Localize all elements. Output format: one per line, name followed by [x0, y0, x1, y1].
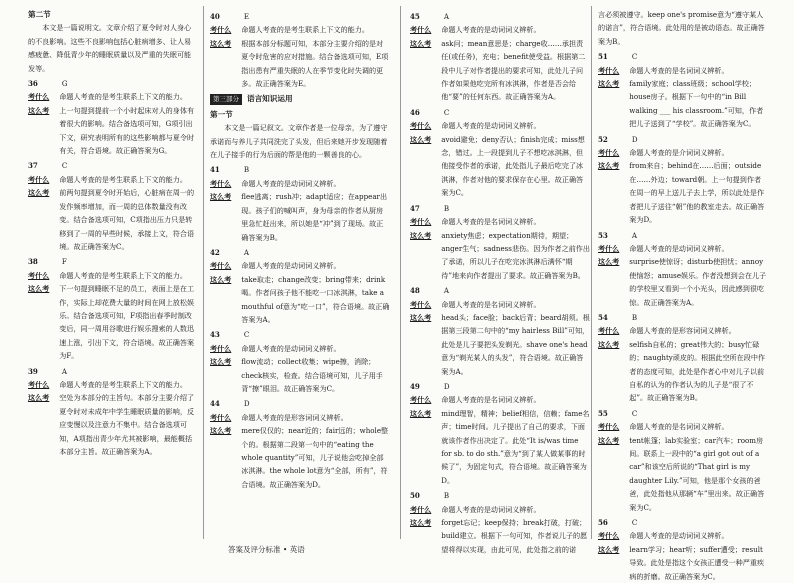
question-number	[410, 10, 590, 23]
explanation-text: family家庭；class班级；school学校；house房子。根据下一句中的“in Bill walking ___ his classroom.”可知，作者把儿子送到了“学校”。故正确答案为C。	[629, 79, 764, 129]
what-is-tested	[28, 90, 196, 103]
answer-letter: A	[443, 286, 449, 296]
section-title: 语言知识运用	[247, 94, 293, 104]
what-is-tested	[28, 378, 196, 391]
what-is-tested	[598, 242, 768, 255]
question-number-text: 45	[410, 12, 420, 21]
section-part-label: 第三部分	[210, 94, 242, 105]
tested-text: 命题人考查的是考生联系上下文的能力。	[241, 25, 369, 35]
question-number-text: 54	[598, 312, 608, 322]
question-number-text: 39	[28, 366, 38, 376]
explanation-text: 前两句提到夏令时开始后，心脏病在周一的发作频率增加，而一周的总体数量没有改变。结合备选项可知，C项指出压力只是转移到了一周的早些时候，承接上文，符合语境。故正确答案为C。	[59, 188, 195, 251]
question-number	[410, 489, 590, 502]
what-is-tested	[28, 269, 196, 282]
answer-item	[210, 10, 390, 90]
answer-list	[210, 10, 390, 90]
question-number-text: 53	[598, 230, 608, 240]
answer-item	[410, 106, 590, 200]
question-number-text: 50	[410, 491, 420, 501]
answer-item	[598, 50, 768, 130]
question-number	[410, 106, 590, 119]
how-tested	[598, 77, 768, 131]
question-number-text: 49	[410, 381, 420, 391]
question-number-text: 42	[210, 247, 220, 257]
page-footer: 答案及评分标准 • 英语	[228, 545, 305, 554]
explanation-text: tent帐篷；lab实验室；car汽车；room房间。联系上一段中的“a girl got out of a car”和该空后所说的“That girl is my daughter Lily.”可知，他是那个女孩的爸爸，此处指他从那辆“车”里出来。故正确答案为C。	[629, 435, 765, 512]
question-number	[28, 159, 196, 172]
how-tested	[410, 516, 590, 556]
tested-label: 考什么	[410, 25, 432, 35]
answer-letter: A	[61, 366, 67, 376]
explanation-text: flow流动；collect收集；wipe擦，消除；check核实，检查。结合语境可知，儿子用手背“擦”眼泪。故正确答案为C。	[241, 357, 383, 393]
question-number-text: 36	[28, 79, 38, 89]
question-number-text: 40	[210, 12, 220, 21]
explanation-text: from来自；behind在……后面；outside在……外边；toward朝。上一句提到作者在周一的早上送儿子去上学，所以此处是作者把儿子送往“朝”他的教室走去。故正确答案为D。	[629, 161, 765, 225]
question-number	[210, 246, 390, 259]
answer-item	[598, 133, 768, 227]
explanation-text: selfish自私的；great伟大的；busy忙碌的；naughty顽皮的。根据此空所在段中作者的态度可知，此处是作者心中对儿子以前自私的认为的作者认为的儿子是“很了不起”。故正确答案为B。	[629, 339, 766, 403]
explanation-text: ask问；mean意思是；charge收……承担责任(或任务)，充电；benefit使受益。根据第二段中儿子对作者提出的要求可知，此处儿子问作者如果他吃完所有冰淇淋，作者是否会给他“要”的任何东西。故正确答案为A。	[441, 38, 586, 102]
tested-text: 命题人考查的是动词词义辨析。	[629, 531, 729, 541]
question-number	[598, 407, 768, 420]
answer-letter: C	[631, 52, 638, 62]
question-number	[28, 365, 196, 378]
explanation-label: 这么考	[410, 312, 432, 322]
question-number-text: 52	[598, 134, 608, 144]
answer-letter: C	[61, 161, 68, 171]
answer-letter: B	[443, 203, 450, 213]
explanation-label: 这么考	[210, 426, 232, 436]
how-tested	[598, 338, 768, 405]
answer-item	[410, 202, 590, 282]
answer-letter: G	[61, 79, 68, 89]
question-number-text: 41	[210, 165, 220, 175]
tested-label: 考什么	[410, 121, 432, 131]
explanation-text: avoid避免；deny否认；finish完成；miss想念，错过。上一段提到儿子不想吃冰淇淋，但他接受作者的承诺，此处指儿子最后吃完了冰淇淋，作者对他的要求保存在心里。故正确答案为C。	[441, 134, 585, 198]
tested-text: 命题人考查的是考生联系上下文的能力。	[59, 270, 187, 280]
tested-text: 命题人考查的是动词词义辨析。	[441, 504, 541, 514]
answer-item	[28, 77, 196, 157]
column-3	[410, 8, 590, 556]
how-tested	[598, 434, 768, 514]
how-tested	[210, 37, 390, 91]
what-is-tested	[410, 393, 590, 406]
answer-letter: E	[243, 12, 250, 21]
what-is-tested	[210, 342, 390, 355]
what-is-tested	[598, 64, 768, 77]
answer-list	[28, 77, 196, 458]
answer-letter: D	[443, 381, 450, 391]
how-tested	[28, 391, 196, 458]
how-tested	[410, 229, 590, 283]
answer-item	[598, 311, 768, 405]
answer-letter: B	[443, 491, 450, 501]
question-number-text: 37	[28, 161, 38, 171]
tested-text: 命题人考查的是考生联系上下文的能力。	[59, 92, 187, 102]
tested-text: 命题人考查的是形容词词义辨析。	[629, 326, 736, 336]
tested-text: 命题人考查的是名词词义辨析。	[441, 395, 541, 405]
tested-label: 考什么	[28, 270, 50, 280]
passage-summary: 本文是一篇说明文。文章介绍了夏令时对人身心的不良影响。这些不良影响包括心脏病增多、让人易感疲惫、降低青少年的睡眠质量以及严重的失眠可能发等。	[28, 23, 192, 73]
how-tested	[210, 190, 390, 244]
answer-letter: A	[443, 12, 449, 21]
how-tested	[210, 355, 390, 395]
question-number	[210, 10, 390, 23]
answer-item	[410, 380, 590, 487]
tested-label: 考什么	[598, 422, 620, 432]
tested-text: 命题人考查的是名词词义辨析。	[629, 65, 729, 75]
what-is-tested	[598, 529, 768, 542]
explanation-label: 这么考	[410, 408, 432, 418]
answer-item	[598, 516, 768, 583]
answer-letter: B	[243, 165, 250, 175]
explanation-label: 这么考	[410, 38, 432, 48]
explanation-text: take取走；change改变；bring带来；drink喝。作者问孩子他不能吃一口冰淇淋，take a mouthful of意为“吃一口”，符合语境。故正确答案为A。	[241, 274, 390, 324]
tested-text: 命题人考查的是动词词义辨析。	[241, 178, 341, 188]
tested-label: 考什么	[28, 379, 50, 389]
tested-label: 考什么	[598, 243, 620, 253]
tested-label: 考什么	[598, 148, 620, 158]
explanation-text: 根据本部分标题可知，本部分主要介绍的是对夏令时危害的应对措施。结合备选项可知，E项指出患有严重失眠的人在季节变化时失调的更多。故正确答案为E。	[241, 38, 389, 89]
column-divider	[591, 6, 592, 539]
question-number	[598, 50, 768, 63]
tested-label: 考什么	[598, 531, 620, 541]
question-number-text: 48	[410, 286, 420, 296]
question-number	[210, 163, 390, 176]
question-number-text: 51	[598, 52, 608, 62]
what-is-tested	[210, 23, 390, 36]
answer-letter: A	[243, 247, 249, 257]
how-tested	[410, 37, 590, 104]
what-is-tested	[410, 23, 590, 36]
how-tested	[598, 255, 768, 309]
question-number-text: 55	[598, 408, 608, 418]
what-is-tested	[210, 177, 390, 190]
explanation-text: 上一句提到提前一个小时起床对人的身体有着很大的影响。结合备选项可知，G项引出下文，研究表明所有的这些影响都与夏令时有关，符合语境。故正确答案为G。	[59, 105, 195, 156]
answer-item	[210, 328, 390, 395]
explanation-label: 这么考	[28, 188, 50, 198]
tested-label: 考什么	[410, 504, 432, 514]
tested-text: 命题人考查的是名词词义辨析。	[629, 422, 729, 432]
what-is-tested	[410, 119, 590, 132]
what-is-tested	[598, 146, 768, 159]
explanation-text: head头；face脸；back后背；beard胡须。根据第三段第二句中的“my hairless Bill”可知，此处是儿子要把头发剃光。shave one's head意为“剃光某人的头发”，符合语境。故正确答案为A。	[441, 312, 590, 376]
answer-list	[210, 163, 390, 491]
tested-label: 考什么	[598, 65, 620, 75]
question-number-text: 43	[210, 330, 220, 340]
how-tested	[410, 311, 590, 378]
section-heading: 第一节	[210, 109, 233, 119]
answer-letter: D	[243, 399, 250, 409]
how-tested	[598, 159, 768, 226]
tested-text: 命题人考查的是考生联系上下文的能力。	[59, 174, 187, 184]
explanation-label: 这么考	[210, 38, 232, 48]
how-tested	[28, 186, 196, 253]
what-is-tested	[410, 503, 590, 516]
how-tested	[410, 133, 590, 200]
tested-label: 考什么	[410, 395, 432, 405]
tested-text: 命题人考查的是动词词义辨析。	[241, 261, 341, 271]
question-number	[410, 380, 590, 393]
explanation-label: 这么考	[28, 393, 50, 403]
explanation-text: 下一句提到睡眠不足的员工，表面上是在工作，实际上却花费大量的时间在网上放松娱乐。结合备选项可知，F项指出春季时制改变后，同一周用谷歌进行娱乐搜索的人数迅速上涨，引出下文，符合语境。故正确答案为F。	[59, 284, 195, 361]
tested-label: 考什么	[210, 343, 232, 353]
what-is-tested	[210, 411, 390, 424]
tested-label: 考什么	[28, 92, 50, 102]
answer-item	[598, 229, 768, 309]
column-1	[28, 8, 196, 458]
answer-item	[210, 163, 390, 243]
how-tested	[210, 424, 390, 491]
explanation-label: 这么考	[210, 274, 232, 284]
answer-list	[598, 50, 768, 583]
answer-item	[28, 159, 196, 253]
what-is-tested	[210, 259, 390, 272]
tested-label: 考什么	[410, 299, 432, 309]
tested-text: 命题人考查的是考生联系上下文的能力。	[59, 379, 187, 389]
question-number	[28, 255, 196, 268]
answer-item	[28, 255, 196, 362]
explanation-text: forget忘记；keep保持；break打破，打破；build建立。根据下一句可知，作者说儿子的愿望将得以实现，由此可见，此处指之前的诺	[441, 518, 588, 554]
answer-item	[210, 246, 390, 326]
explanation-label: 这么考	[598, 257, 620, 267]
answer-item	[598, 407, 768, 514]
answer-letter: C	[443, 107, 450, 117]
what-is-tested	[598, 420, 768, 433]
tested-text: 命题人考查的是介词词义辨析。	[629, 148, 729, 158]
tested-label: 考什么	[210, 25, 232, 35]
explanation-label: 这么考	[598, 544, 620, 554]
question-number-text: 46	[410, 107, 420, 117]
tested-text: 命题人考查的是动词词义辨析。	[441, 121, 541, 131]
answer-letter: C	[631, 518, 638, 528]
how-tested	[210, 273, 390, 327]
explanation-label: 这么考	[598, 339, 620, 349]
explanation-label: 这么考	[210, 357, 232, 367]
tested-label: 考什么	[210, 178, 232, 188]
tested-text: 命题人考查的是动词词义辨析。	[629, 243, 729, 253]
question-number	[598, 133, 768, 146]
how-tested	[28, 282, 196, 362]
question-number-text: 38	[28, 257, 38, 267]
question-number	[598, 311, 768, 324]
tested-text: 命题人考查的是名词词义辨析。	[441, 299, 541, 309]
column-divider	[203, 6, 204, 539]
explanation-label: 这么考	[598, 435, 620, 445]
column-divider	[400, 6, 401, 539]
continued-text: 言必须被遵守。keep one's promise意为“遵守某人的诺言”，符合语境。此处用的是被动语态。故正确答案为B。	[598, 10, 765, 46]
section-heading: 第二节	[28, 10, 51, 19]
explanation-label: 这么考	[410, 134, 432, 144]
explanation-label: 这么考	[210, 192, 232, 202]
explanation-label: 这么考	[28, 105, 50, 115]
tested-text: 命题人考查的是名词词义辨析。	[441, 217, 541, 227]
explanation-text: 空处为本部分的主旨句。本部分主要介绍了夏令时对未成年中学生睡眠质量的影响，反应变慢以及注意力不集中。结合备选项可知，A项指出青少年尤其被影响，最能概括本部分主旨。故正确答案为A。	[59, 393, 195, 456]
answer-letter: F	[61, 257, 67, 267]
what-is-tested	[410, 215, 590, 228]
what-is-tested	[28, 173, 196, 186]
explanation-label: 这么考	[410, 518, 432, 528]
answer-item	[410, 10, 590, 104]
question-number	[210, 328, 390, 341]
question-number	[28, 77, 196, 90]
explanation-text: mind理智，精神；belief相信，信赖；fame名声；time时间。儿子提出了自己的要求，下面就该作者作出决定了。此处“It is/was time for sb. to do sth.”意为“到了某人做某事的时候了”，为固定句式，符合语境。故正确答案为D。	[441, 408, 590, 485]
answer-item	[210, 397, 390, 491]
column-4	[598, 8, 768, 583]
tested-text: 命题人考查的是形容词词义辨析。	[241, 412, 348, 422]
question-number-text: 47	[410, 203, 420, 213]
how-tested	[28, 104, 196, 158]
answer-letter: B	[631, 312, 638, 322]
question-number-text: 56	[598, 518, 608, 528]
explanation-text: flee逃离；rush冲；adapt适应；在appear出现。孩子们的喊叫声，身为母亲的作者从厨房里急忙赶出来，所以她是“冲”到了现场。故正确答案为B。	[241, 192, 388, 242]
passage-summary: 本文是一篇记叙文。文章作者是一位母亲，为了遵守承诺而与养儿子共同洗完了头发，但后来她开步发现随着在儿子接手的行为后面的帮是他的一颗善良的心。	[210, 123, 388, 160]
tested-text: 命题人考查的是动词词义辨析。	[241, 343, 341, 353]
explanation-text: learn学习；hear听；suffer遭受；result导致。此处是指这个女孩正遭受一种严重疾病的折磨。故正确答案为C。	[629, 544, 765, 581]
tested-text: 命题人考查的是动词词义辨析。	[441, 25, 541, 35]
explanation-label: 这么考	[28, 284, 50, 294]
answer-letter: A	[631, 230, 637, 240]
tested-label: 考什么	[210, 412, 232, 422]
question-number	[410, 202, 590, 215]
explanation-label: 这么考	[598, 161, 620, 171]
explanation-label: 这么考	[410, 230, 432, 240]
answer-letter: C	[631, 408, 638, 418]
explanation-text: surprise使惊讶；disturb使担忧；annoy使恼怒；amuse娱乐。作者没想到会在儿子的学校里又看到一个小光头，因此感到很吃惊。故正确答案为A。	[629, 257, 767, 307]
answer-item	[410, 489, 590, 556]
question-number	[210, 397, 390, 410]
tested-label: 考什么	[28, 174, 50, 184]
question-number	[410, 284, 590, 297]
how-tested	[410, 407, 590, 487]
question-number-text: 44	[210, 399, 220, 409]
question-number	[598, 516, 768, 529]
answer-item	[28, 365, 196, 459]
question-number	[598, 229, 768, 242]
what-is-tested	[598, 324, 768, 337]
tested-label: 考什么	[410, 217, 432, 227]
answer-item	[410, 284, 590, 378]
answer-letter: D	[631, 134, 638, 144]
answer-list	[410, 10, 590, 556]
what-is-tested	[410, 298, 590, 311]
column-2	[210, 8, 390, 491]
tested-label: 考什么	[598, 326, 620, 336]
explanation-text: mere仅仅的；near近的；fair远的；whole整个的。根据第二段第一句中的“eating the whole quantity”可知，儿子说他会吃掉全部冰淇淋。the whole lot意为“全部，所有”，符合语境。故正确答案为D。	[241, 426, 389, 489]
explanation-label: 这么考	[598, 79, 620, 89]
how-tested	[598, 543, 768, 583]
tested-label: 考什么	[210, 261, 232, 271]
section-banner	[210, 92, 390, 105]
explanation-text: anxiety焦虑；expectation期待，期望；anger生气；sadness悲伤。因为作者之前作出了承诺，所以儿子在吃完冰淇淋后满怀“期待”地来向作者提出了要求。故正确答案为B。	[441, 230, 590, 280]
answer-letter: C	[243, 330, 250, 340]
